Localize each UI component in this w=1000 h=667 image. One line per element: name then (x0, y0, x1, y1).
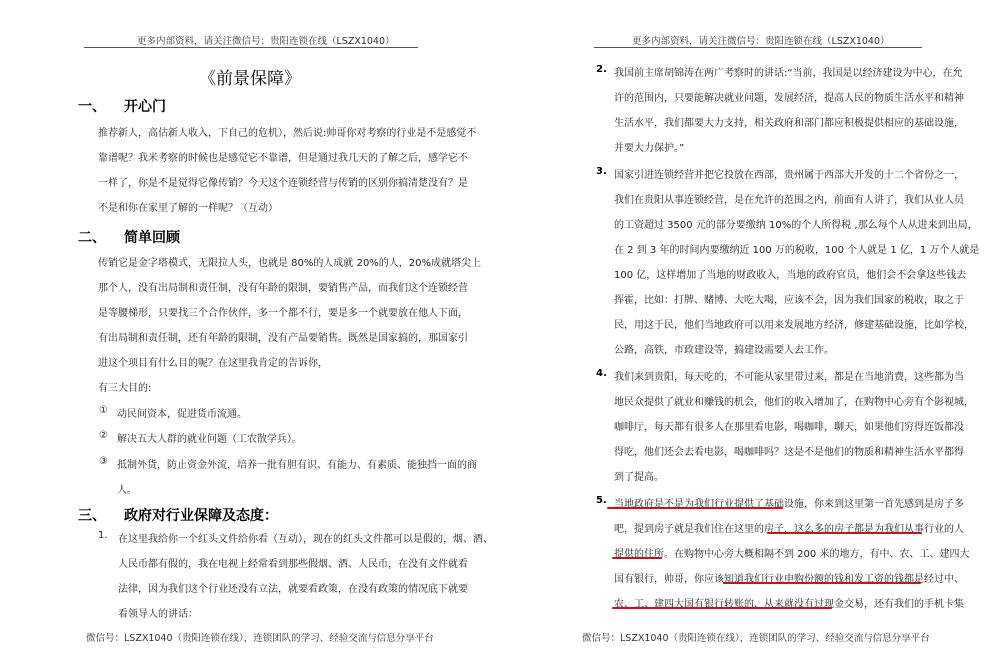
paragraph-line: 到了提高。 (614, 472, 664, 483)
goal-text: 抵制外货，防止资金外流，培养一批有胆有识、有能力、有素质、能独挡一面的商 (117, 460, 477, 471)
section-heading-2: 二、 简单回顾 (78, 230, 180, 246)
paragraph-line: 公路，高铁，市政建设等，搞建设需要人去工作。 (614, 345, 834, 356)
document-title: 《前景保障》 (199, 69, 301, 89)
paragraph-line: 传销它是金字塔模式，无限拉人头，也就是 80%的人成就 20%的人，20%成就塔尖上 (98, 258, 482, 269)
page-footer: 微信号：LSZX1040（贵阳连锁在线），连锁团队的学习、经验交流与信息分享平台 (582, 633, 930, 644)
paragraph-line: 吧，提到房子就是我们住在这里的房子，这么多的房子都是为我们从事行业的人 (614, 524, 964, 535)
red-underline (612, 607, 832, 609)
paragraph-line: 我国前主席胡锦涛在两广考察时的讲话:“当前，我国是以经济建设为中心，在允 (614, 68, 963, 79)
red-underline (767, 532, 922, 534)
paragraph-line: 我们来到贵阳，每天吃的，不可能从家里带过来，都是在当地消费，这些都为当 (614, 372, 964, 383)
paragraph-line: 当地政府是不是为我们行业提供了基础设施，你来到这里第一首先感到是房子多 (614, 499, 964, 510)
item-number: 3. (596, 166, 607, 177)
page-header: 更多内部资料，请关注微信号：贵阳连锁在线（LSZX1040） (137, 36, 395, 47)
paragraph-line: 进这个项目有什么目的呢？在这里我肯定的告诉你， (98, 358, 328, 369)
goal-number: ③ (99, 456, 108, 467)
header-rule (84, 47, 418, 48)
paragraph-line: 看领导人的讲话： (118, 609, 198, 620)
item-number: 5. (596, 495, 607, 506)
paragraph-line: 人民币都有假的，我在电视上经常看到那些假烟、酒、人民币，在没有文件就看 (118, 559, 468, 570)
paragraph-line: 许的范围内，只要能解决就业问题，发展经济，提高人民的物质生活水平和精神 (614, 93, 964, 104)
paragraph-line: 在这里我给你一个红头文件给你看（互动），现在的红头文件都可以是假的，烟、酒、 (118, 534, 493, 545)
section-heading-3: 三、 政府对行业保障及态度： (78, 508, 278, 524)
paragraph-line: 民，用这于民，他们当地政府可以用来发展地方经济，修建基础设施，比如学校， (614, 320, 974, 331)
paragraph-line: 生活水平，我们都要大力支持，相关政府和部门都应积极提供相应的基础设施， (614, 118, 964, 129)
paragraph-line: 100 亿，这样增加了当地的财政收入，当地的政府官员，他们会不会拿这些钱去 (614, 270, 967, 281)
paragraph-line: 一样了，你是不是觉得它像传销？今天这个连锁经营与传销的区别你搞清楚没有？是 (98, 178, 468, 189)
paragraph-line: 农、工、建四大国有银行转账的，从来就没有过现金交易，还有我们的手机卡集 (614, 599, 964, 610)
paragraph-line: 挥霍，比如：打牌、赌博、大吃大喝，应该不会，因为我们国家的税收，取之于 (614, 295, 964, 306)
goal-number: ① (99, 405, 108, 416)
paragraph-line: 法律，因为我们这个行业还没有立法，就要看政策，在没有政策的情况底下就要 (118, 584, 468, 595)
goal-text: 解决五大人群的就业问题（工农散学兵）。 (117, 434, 302, 445)
paragraph-line: 提供的住所。在购物中心旁大概相隔不到 200 米的地方，有中、农、工、建四大 (614, 549, 970, 560)
goal-text: 动民间资本，促进货币流通。 (117, 409, 247, 420)
paragraph-line: 不是和你在家里了解的一样呢？（互动） (98, 203, 278, 214)
page-header: 更多内部资料，请关注微信号：贵阳连锁在线（LSZX1040） (632, 36, 890, 47)
goal-number: ② (99, 430, 108, 441)
goals-intro: 有三大目的: (98, 383, 152, 394)
paragraph-line: 国有银行，帅哥，你应该知道我们行业申购份额的钱和发工资的钱都是经过中、 (614, 574, 964, 585)
red-underline (612, 557, 662, 559)
header-rule (594, 47, 922, 48)
paragraph-line: 有出局制和责任制，还有年龄的限制，没有产品要销售。既然是国家搞的，那国家引 (98, 333, 468, 344)
paragraph-line: 在 2 到 3 年的时间内要缴纳近 100 万的税收，100 个人就是 1 亿，1 万个人就是 (614, 245, 980, 256)
paragraph-line: 地民众提供了就业和赚钱的机会，他们的收入增加了，在购物中心旁有个影视城， (614, 397, 974, 408)
paragraph-line: 咖啡厅，每天都有很多人在那里看电影，喝咖啡，聊天，如果他们穷得连饭都没 (614, 422, 964, 433)
item-number: 2. (596, 64, 607, 75)
page-footer: 微信号：LSZX1040（贵阳连锁在线），连锁团队的学习、经验交流与信息分享平台 (86, 633, 434, 644)
item-number: 1. (98, 530, 108, 541)
paragraph-line: 靠谱呢？我米考察的时候也是感觉它不靠谱，但是通过我几天的了解之后，感学它不 (98, 153, 468, 164)
paragraph-line: 我们在贵阳从事连锁经营，是在允许的范围之内，前面有人讲了，我们从业人员 (614, 195, 964, 206)
paragraph-line: 推荐新人，高估新人收入，下自己的危机），然后说:帅哥你对考察的行业是不是感觉不 (98, 128, 477, 139)
paragraph-line: 得吃，他们还会去看电影，喝咖啡吗？这是不是他们的物质和精神生活水平都得 (614, 447, 964, 458)
paragraph-line: 国家引进连锁经营并把它投放在西部，贵州属于西部大开发的十二个省份之一， (614, 170, 964, 181)
paragraph-line: 那个人，没有出局制和责任制，没有年龄的限制，要销售产品，而我们这个连锁经营 (98, 283, 468, 294)
section-heading-1: 一、 开心门 (78, 99, 166, 115)
red-underline (723, 582, 921, 584)
red-underline (607, 507, 783, 509)
paragraph-line: 并要大力保护。” (614, 143, 685, 154)
paragraph-line: 的工资超过 3500 元的部分要缴纳 10%的个人所得税 ,那么每个人从进来到出局， (614, 220, 978, 231)
paragraph-line: 是等腰梯形，只要找三个合作伙伴，多一个都不行，要是多一个就要放在他人下面， (98, 308, 468, 319)
goal-text-continuation: 人。 (117, 485, 137, 496)
item-number: 4. (596, 368, 607, 379)
